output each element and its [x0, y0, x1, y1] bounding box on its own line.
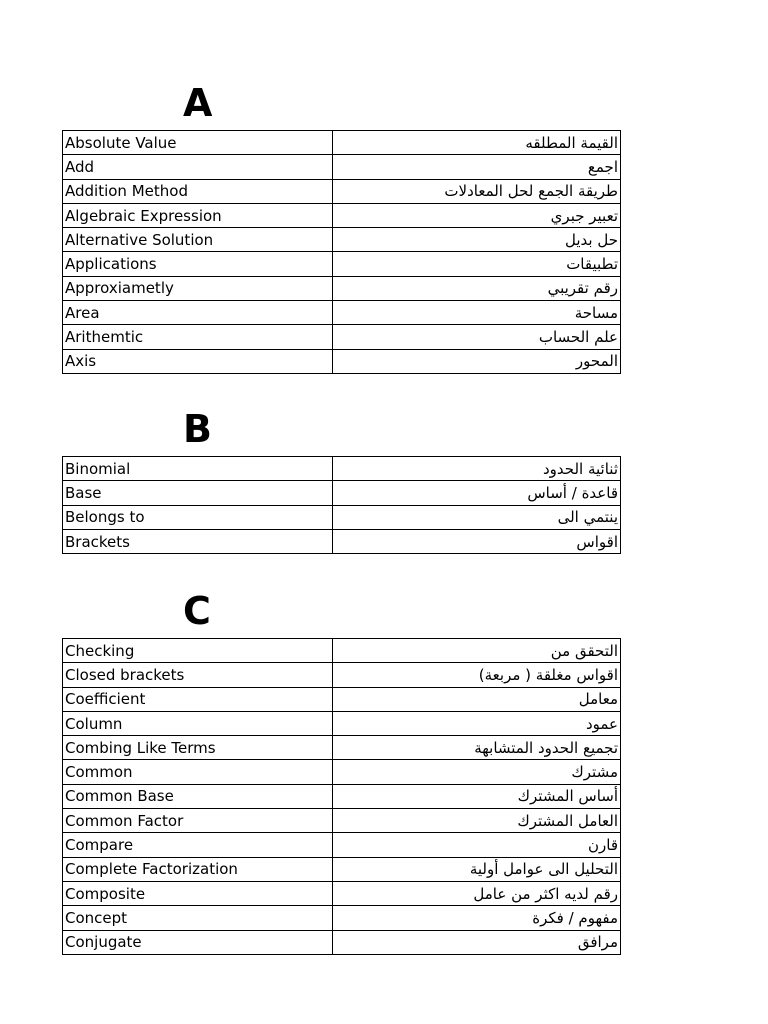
english-term: Conjugate — [63, 930, 333, 954]
arabic-term: مشترك — [333, 760, 621, 784]
table-row — [63, 349, 621, 373]
arabic-term: قاعدة / أساس — [333, 481, 621, 505]
arabic-term: رقم لديه اكثر من عامل — [333, 881, 621, 905]
section-letter-c: C — [183, 589, 211, 633]
table-row — [63, 228, 621, 252]
arabic-term: تطبيقات — [333, 252, 621, 276]
table-row — [63, 481, 621, 505]
english-term: Arithemtic — [63, 325, 333, 349]
english-term: Compare — [63, 833, 333, 857]
table-row — [63, 687, 621, 711]
table-row — [63, 711, 621, 735]
table-row — [63, 639, 621, 663]
table-row — [63, 325, 621, 349]
arabic-term: اقواس — [333, 529, 621, 553]
table-row — [63, 529, 621, 553]
glossary-table-a — [62, 130, 621, 374]
english-term: Alternative Solution — [63, 228, 333, 252]
english-term: Base — [63, 481, 333, 505]
arabic-term: عمود — [333, 711, 621, 735]
table-row — [63, 760, 621, 784]
table-row — [63, 857, 621, 881]
arabic-term: حل بديل — [333, 228, 621, 252]
arabic-term: اجمع — [333, 155, 621, 179]
table-row — [63, 736, 621, 760]
table-row — [63, 833, 621, 857]
table-row — [63, 155, 621, 179]
arabic-term: طريقة الجمع لحل المعادلات — [333, 179, 621, 203]
english-term: Binomial — [63, 457, 333, 481]
english-term: Belongs to — [63, 505, 333, 529]
english-term: Closed brackets — [63, 663, 333, 687]
arabic-term: مساحة — [333, 301, 621, 325]
arabic-term: علم الحساب — [333, 325, 621, 349]
english-term: Absolute Value — [63, 131, 333, 155]
table-row — [63, 663, 621, 687]
arabic-term: قارن — [333, 833, 621, 857]
english-term: Add — [63, 155, 333, 179]
table-row — [63, 881, 621, 905]
english-term: Brackets — [63, 529, 333, 553]
arabic-term: مفهوم / فكرة — [333, 906, 621, 930]
arabic-term: مرافق — [333, 930, 621, 954]
english-term: Approxiametly — [63, 276, 333, 300]
table-row — [63, 276, 621, 300]
table-row — [63, 505, 621, 529]
arabic-term: اقواس مغلقة ( مربعة) — [333, 663, 621, 687]
arabic-term: تجميع الحدود المتشابهة — [333, 736, 621, 760]
english-term: Algebraic Expression — [63, 203, 333, 227]
english-term: Concept — [63, 906, 333, 930]
arabic-term: التحليل الى عوامل أولية — [333, 857, 621, 881]
glossary-table-b — [62, 456, 621, 554]
english-term: Common Factor — [63, 809, 333, 833]
english-term: Combing Like Terms — [63, 736, 333, 760]
arabic-term: العامل المشترك — [333, 809, 621, 833]
english-term: Coefficient — [63, 687, 333, 711]
english-term: Checking — [63, 639, 333, 663]
arabic-term: أساس المشترك — [333, 784, 621, 808]
arabic-term: التحقق من — [333, 639, 621, 663]
arabic-term: المحور — [333, 349, 621, 373]
table-row — [63, 784, 621, 808]
english-term: Column — [63, 711, 333, 735]
english-term: Area — [63, 301, 333, 325]
table-row — [63, 203, 621, 227]
english-term: Axis — [63, 349, 333, 373]
table-row — [63, 457, 621, 481]
table-row — [63, 301, 621, 325]
table-row — [63, 179, 621, 203]
table-row — [63, 252, 621, 276]
table-row — [63, 131, 621, 155]
arabic-term: رقم تقريبي — [333, 276, 621, 300]
table-row — [63, 809, 621, 833]
english-term: Addition Method — [63, 179, 333, 203]
arabic-term: ثنائية الحدود — [333, 457, 621, 481]
arabic-term: ينتمي الى — [333, 505, 621, 529]
table-row — [63, 930, 621, 954]
english-term: Composite — [63, 881, 333, 905]
english-term: Applications — [63, 252, 333, 276]
arabic-term: القيمة المطلقه — [333, 131, 621, 155]
arabic-term: تعبير جبري — [333, 203, 621, 227]
table-row — [63, 906, 621, 930]
arabic-term: معامل — [333, 687, 621, 711]
section-letter-a: A — [183, 81, 213, 125]
english-term: Complete Factorization — [63, 857, 333, 881]
english-term: Common — [63, 760, 333, 784]
section-letter-b: B — [183, 407, 212, 451]
english-term: Common Base — [63, 784, 333, 808]
glossary-table-c — [62, 638, 621, 955]
